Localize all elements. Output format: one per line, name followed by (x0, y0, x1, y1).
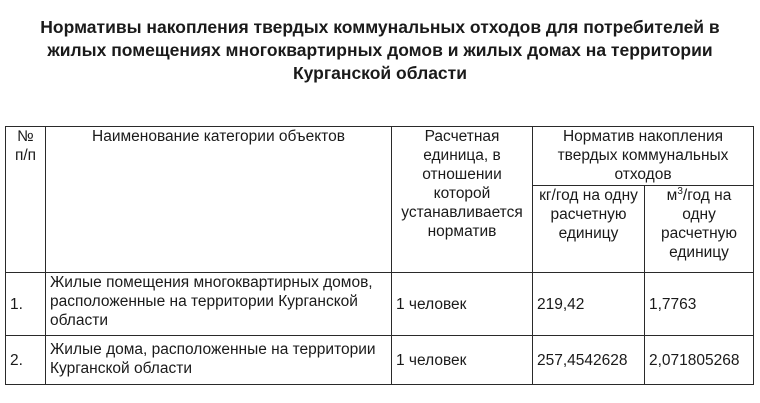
row-kg-value: 257,4542628 (533, 336, 645, 385)
row-number: 1. (6, 273, 46, 336)
norms-table (5, 126, 754, 385)
row-calc-unit: 1 человек (392, 336, 533, 385)
table-row (6, 273, 754, 336)
header-m3-unit: м (666, 187, 678, 204)
row-number: 2. (6, 336, 46, 385)
row-kg-value: 219,42 (533, 273, 645, 336)
row-m3-value: 2,071805268 (645, 336, 754, 385)
row-m3-value: 1,7763 (645, 273, 754, 336)
header-kg-per-year: кг/год на одну расчетную единицу (533, 186, 645, 273)
row-category-name: Жилые помещения многоквартирных домов, расположенные на территории Курганской области (46, 273, 392, 336)
header-norm-group: Норматив накопления твердых коммунальных отходов (533, 127, 754, 186)
header-m3-rest: /год на одну расчетную единицу (660, 187, 738, 261)
header-num: № п/п (6, 127, 46, 273)
document-title: Нормативы накопления твердых коммунальных отходов для потребителей в жилых помещениях многоквартирных домов и жилых домах на территории Курганской области (40, 17, 720, 83)
row-calc-unit: 1 человек (392, 273, 533, 336)
row-category-name: Жилые дома, расположенные на территории Курганской области (46, 336, 392, 385)
table-row (6, 336, 754, 385)
header-category-name: Наименование категории объектов (46, 127, 392, 273)
header-m3-superscript: 3 (677, 185, 683, 197)
header-calc-unit: Расчетная единица, в отношении которой устанавливается норматив (392, 127, 533, 273)
table-header-row (6, 127, 754, 186)
header-m3-per-year (645, 186, 754, 273)
